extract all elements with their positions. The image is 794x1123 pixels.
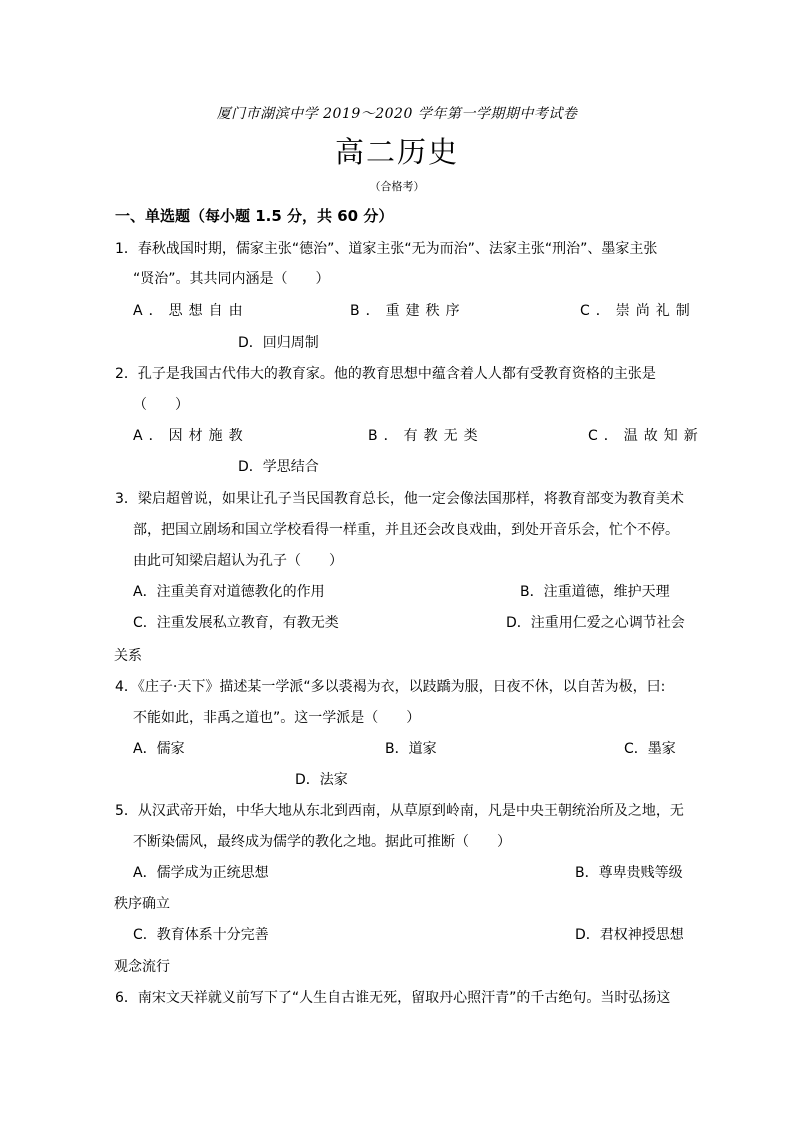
question-1-option-c: C．崇尚礼制 (580, 303, 696, 319)
question-2-option-c: C．温故知新 (588, 428, 704, 444)
question-2-line-1: 2．孔子是我国古代伟大的教育家。他的教育思想中蕴含着人人都有受教育资格的主张是 (115, 366, 656, 382)
question-1-option-a: A．思想自由 (133, 303, 249, 319)
question-2-option-b: B．有教无类 (368, 428, 484, 444)
question-3-option-c: C．注重发展私立教育，有教无类 (133, 615, 339, 631)
question-1-line-2: “贤治”。其共同内涵是（ ） (133, 271, 330, 287)
question-5-option-b: B．尊卑贵贱等级 (575, 865, 683, 881)
question-3-option-d-wrap: 关系 (114, 648, 142, 664)
question-4-option-b: B．道家 (385, 741, 437, 757)
school-exam-line: 厦门市湖滨中学 2019～2020 学年第一学期期中考试卷 (216, 106, 578, 122)
question-3-line-1: 3．梁启超曾说，如果让孔子当民国教育总长，他一定会像法国那样，将教育部变为教育美术 (115, 491, 684, 507)
question-4-line-1: 4．《庄子·天下》描述某一学派“多以裘褐为衣，以跂蹻为服，日夜不休，以自苦为极，曰: (115, 679, 666, 695)
question-2-line-2: （ ） (133, 397, 189, 413)
question-4-option-c: C．墨家 (624, 741, 676, 757)
question-1-option-b: B．重建秩序 (350, 303, 466, 319)
question-1-line-1: 1．春秋战国时期，儒家主张“德治”、道家主张“无为而治”、法家主张“刑治”、墨家主张 (115, 241, 658, 257)
question-4-line-2: 不能如此，非禹之道也”。这一学派是（ ） (133, 710, 421, 726)
question-4-option-d: D．法家 (295, 772, 348, 788)
section-heading: 一、单选题（每小题 1.5 分，共 60 分） (115, 207, 394, 225)
question-6-line-1: 6．南宋文天祥就义前写下了“人生自古谁无死，留取丹心照汗青”的千古绝句。当时弘扬这 (115, 990, 671, 1006)
question-3-option-b: B．注重道德，维护天理 (520, 584, 670, 600)
question-2-option-a: A．因材施教 (133, 428, 249, 444)
question-5-option-a: A．儒学成为正统思想 (133, 865, 269, 881)
question-5-line-2: 不断染儒风，最终成为儒学的教化之地。据此可推断（ ） (133, 834, 511, 850)
question-3-option-a: A．注重美育对道德教化的作用 (133, 584, 325, 600)
question-2-option-d: D．学思结合 (238, 459, 319, 475)
question-1-option-d: D．回归周制 (238, 335, 319, 351)
question-5-option-d: D．君权神授思想 (575, 927, 684, 943)
exam-type-subtitle: （合格考） (369, 180, 425, 193)
page-title: 高二历史 (334, 135, 459, 169)
question-4-option-a: A．儒家 (133, 741, 185, 757)
question-3-line-2: 部，把国立剧场和国立学校看得一样重，并且还会改良戏曲，到处开音乐会，忙个不停。 (133, 522, 679, 538)
question-5-option-b-wrap: 秩序确立 (114, 896, 170, 912)
question-5-option-c: C．教育体系十分完善 (133, 927, 269, 943)
question-5-option-d-wrap: 观念流行 (114, 959, 170, 975)
question-3-option-d: D．注重用仁爱之心调节社会 (506, 615, 685, 631)
question-3-line-3: 由此可知梁启超认为孔子（ ） (133, 553, 343, 569)
question-5-line-1: 5．从汉武帝开始，中华大地从东北到西南，从草原到岭南，凡是中央王朝统治所及之地，无 (115, 803, 684, 819)
